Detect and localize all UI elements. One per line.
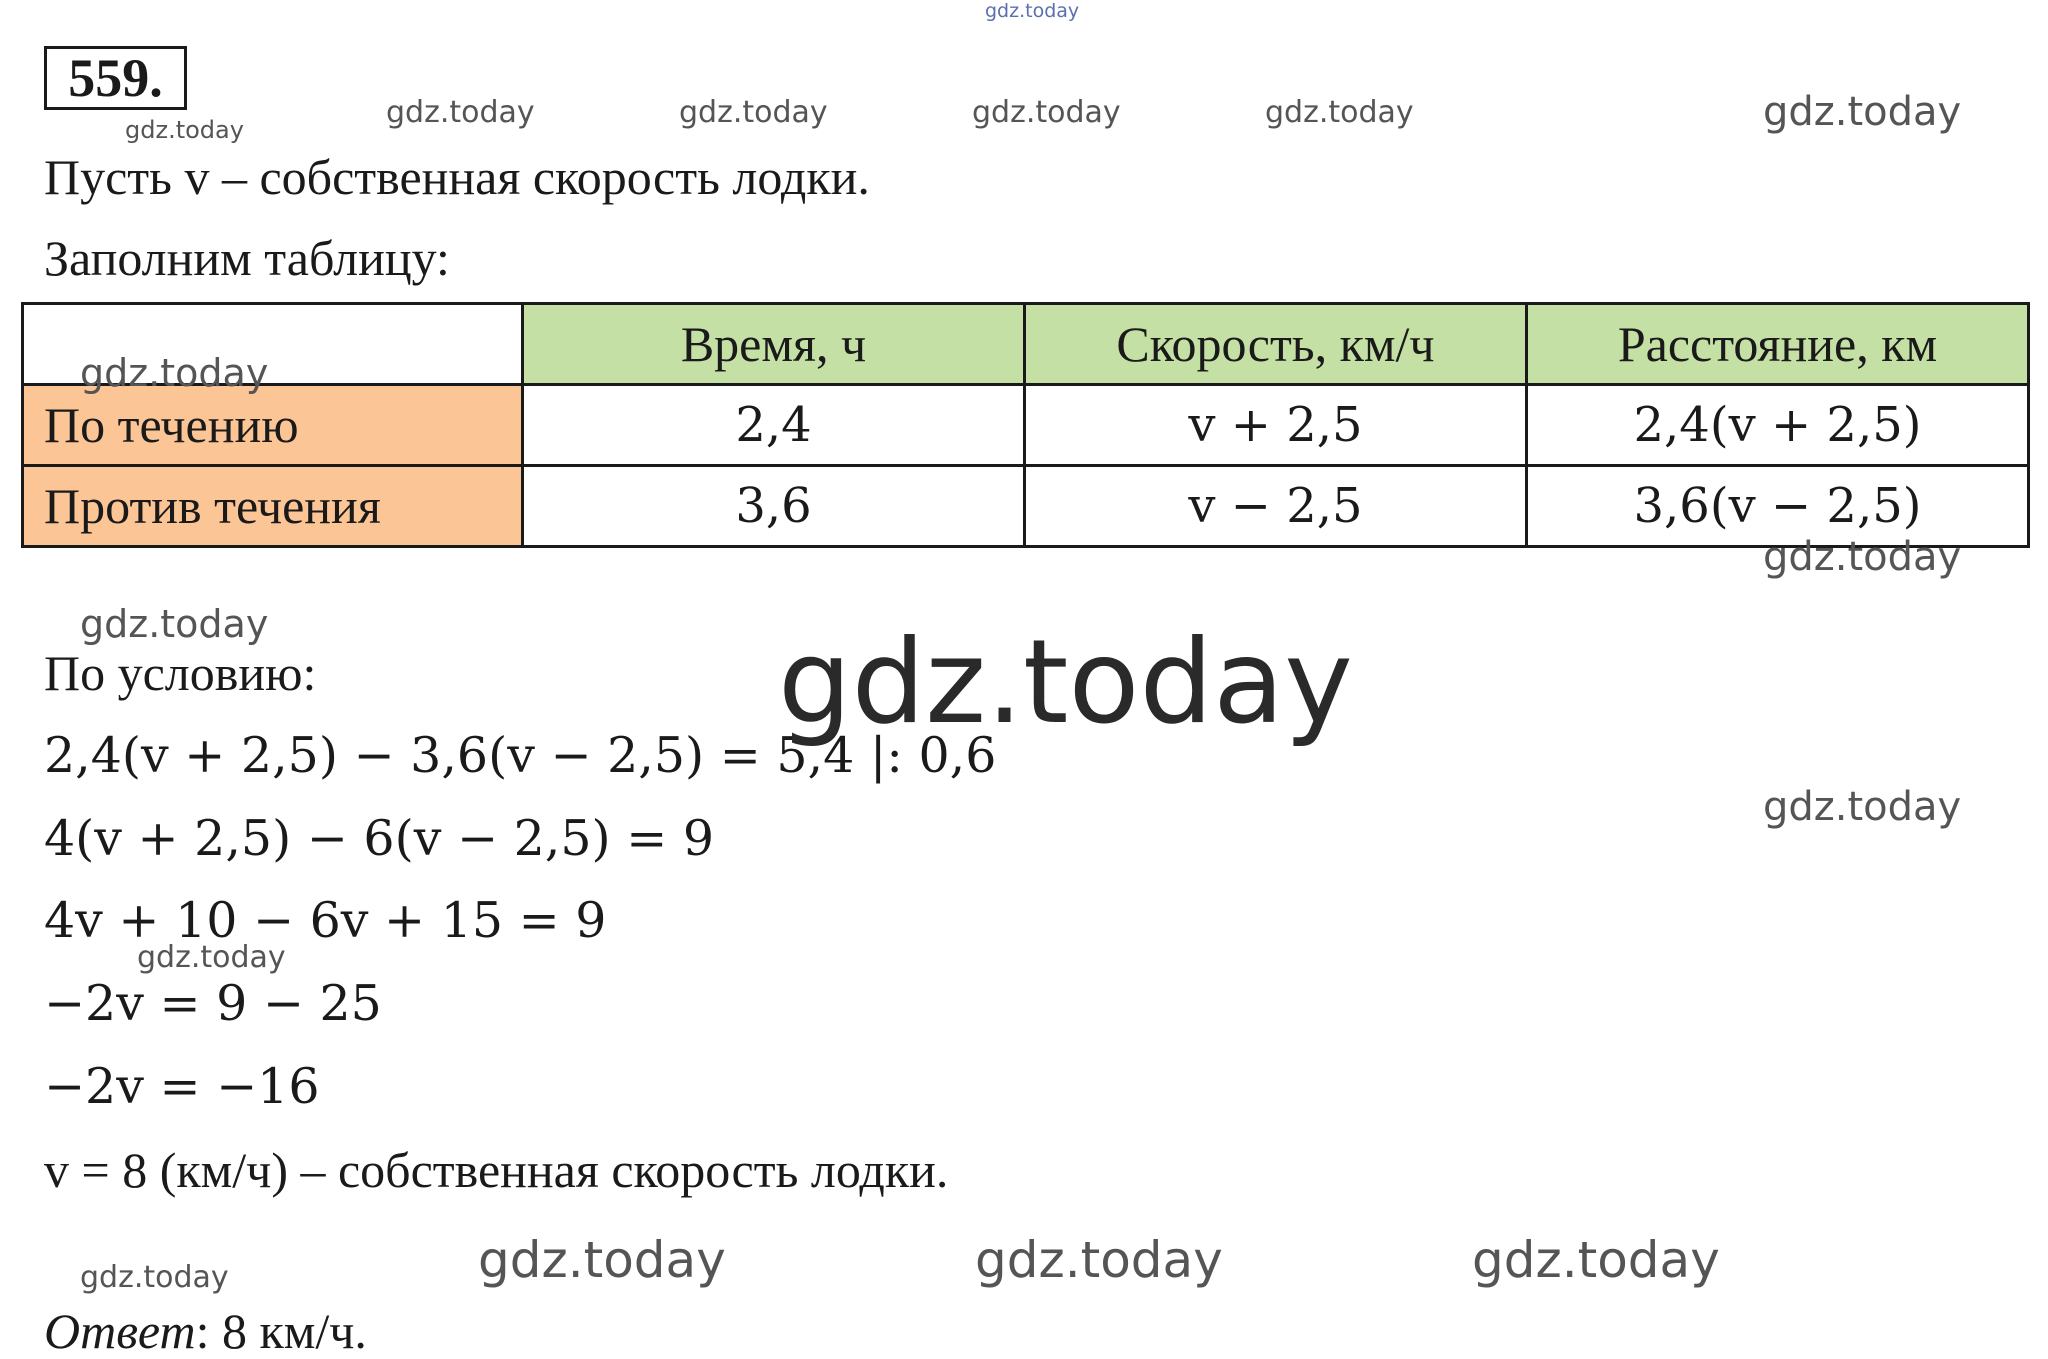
cell-speed: v + 2,5 (1025, 385, 1527, 466)
condition-label: По условию: (44, 645, 317, 701)
watermark: gdz.today (985, 0, 1080, 22)
watermark: gdz.today (778, 615, 1353, 750)
motion-table (21, 302, 2030, 548)
cell-distance: 2,4(v + 2,5) (1527, 385, 2029, 466)
intro-text: Пусть v – собственная скорость лодки. (44, 149, 870, 205)
header-distance: Расстояние, км (1527, 304, 2029, 385)
answer-value: : 8 км/ч. (195, 1303, 367, 1359)
watermark: gdz.today (386, 95, 535, 130)
table-header-row (23, 304, 2029, 385)
watermark: gdz.today (478, 1231, 726, 1289)
watermark: gdz.today (80, 1260, 229, 1295)
table-row (23, 466, 2029, 547)
cell-time: 3,6 (523, 466, 1025, 547)
problem-number: 559. (44, 46, 187, 110)
equation-line-1: 2,4(v + 2,5) − 3,6(v − 2,5) = 5,4 |: 0,6 (44, 727, 997, 784)
row-label-upstream: Против течения (23, 466, 523, 547)
watermark: gdz.today (80, 602, 269, 646)
answer-line (44, 1303, 367, 1359)
watermark: gdz.today (1763, 534, 1962, 580)
cell-time: 2,4 (523, 385, 1025, 466)
watermark: gdz.today (972, 95, 1121, 130)
cell-speed: v − 2,5 (1025, 466, 1527, 547)
header-speed: Скорость, км/ч (1025, 304, 1527, 385)
watermark: gdz.today (80, 351, 269, 395)
watermark: gdz.today (1265, 95, 1414, 130)
header-time: Время, ч (523, 304, 1025, 385)
table-row (23, 385, 2029, 466)
cell-distance: 3,6(v − 2,5) (1527, 466, 2029, 547)
equation-line-5: −2v = −16 (44, 1058, 320, 1115)
answer-label: Ответ (44, 1303, 196, 1359)
equation-line-2: 4(v + 2,5) − 6(v − 2,5) = 9 (44, 810, 715, 867)
watermark: gdz.today (975, 1231, 1223, 1289)
result-line: v = 8 (км/ч) – собственная скорость лодки. (44, 1142, 949, 1198)
table-intro-text: Заполним таблицу: (44, 230, 450, 286)
watermark: gdz.today (1763, 784, 1962, 830)
watermark: gdz.today (125, 116, 244, 144)
equation-line-3: 4v + 10 − 6v + 15 = 9 (44, 892, 607, 949)
watermark: gdz.today (1763, 89, 1962, 135)
row-label-downstream: По течению (23, 385, 523, 466)
equation-line-4: −2v = 9 − 25 (44, 975, 382, 1032)
watermark: gdz.today (679, 95, 828, 130)
watermark: gdz.today (1472, 1231, 1720, 1289)
watermark: gdz.today (137, 940, 286, 975)
